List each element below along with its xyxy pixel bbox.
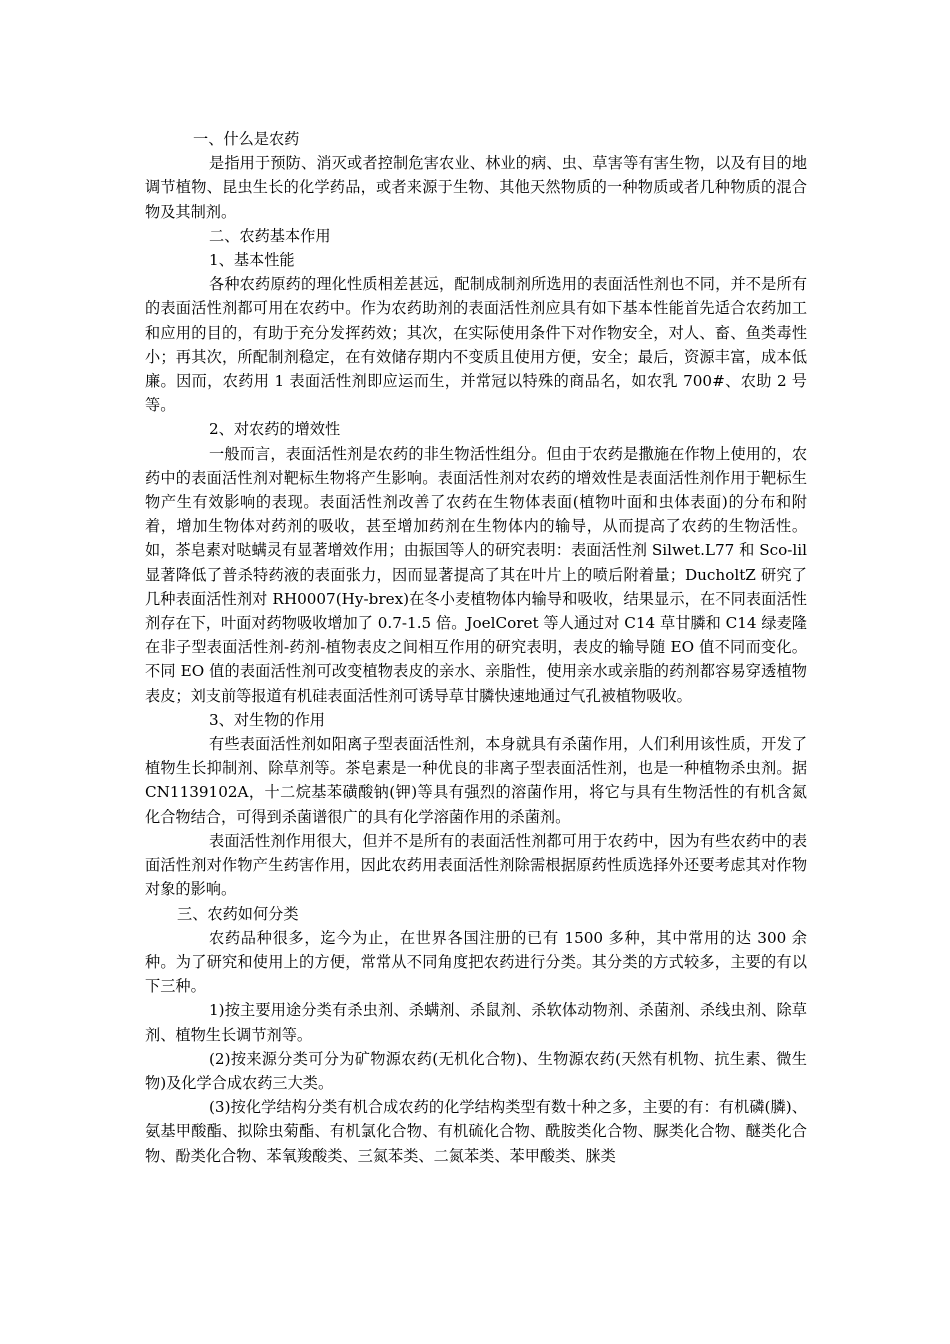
document-page	[145, 127, 807, 1168]
subheading-effect-on-organisms: 3、对生物的作用	[209, 710, 325, 729]
paragraph-surfactant-considerations: 表面活性剂作用很大，但并不是所有的表面活性剂都可用于农药中，因为有些农药中的表面活性剂对作物产生药害作用，因此农药用表面活性剂除需根据原药性质选择外还要考虑其对作物对象的影响。	[145, 831, 807, 899]
paragraph-classification-intro: 农药品种很多，迄今为止，在世界各国注册的已有 1500 多种，其中常用的达 300 余种。为了研究和使用上的方便，常常从不同角度把农药进行分类。其分类的方式较多，主要的有以下三种。	[145, 928, 807, 996]
section-heading-what-is-pesticide: 一、什么是农药	[193, 130, 300, 148]
paragraph-basic-properties: 各种农药原药的理化性质相差甚远，配制成制剂所选用的表面活性剂也不同，并不是所有的表面活性剂都可用在农药中。作为农药助剂的表面活性剂应具有如下基本性能首先适合农药加工和应用的目的，有助于充分发挥药效；其次，在实际使用条件下对作物安全，对人、畜、鱼类毒性小；再其次，所配制剂稳定，在有效储存期内不变质且使用方便，安全；最后，资源丰富，成本低廉。因而，农药用 1 表面活性剂即应运而生，并常冠以特殊的商品名，如农乳 700#、农助 2 号等。	[145, 275, 807, 415]
paragraph-synergy: 一般而言，表面活性剂是农药的非生物活性组分。但由于农药是撒施在作物上使用的，农药中的表面活性剂对靶标生物将产生影响。表面活性剂对农药的增效性是表面活性剂作用于靶标生物产生有效影响的表现。表面活性剂改善了农药在生物体表面(植物叶面和虫体表面)的分布和附着，增加生物体对药剂的吸收，甚至增加药剂在生物体内的输导，从而提高了农药的生物活性。如，茶皂素对哒螨灵有显著增效作用；由振国等人的研究表明：表面活性剂 Silwet.L77 和 Sco-lil 显著降低了普杀特药液的表面张力，因而显著提高了其在叶片上的喷后附着量；DucholtZ 研究了几种表面活性剂对 RH0007(Hy-brex)在冬小麦植物体内输导和吸收，结果显示，在不同表面活性剂存在下，叶面对药物吸收增加了 0.7-1.5 倍。JoelCoret 等人通过对 C14 草甘膦和 C14 绿麦隆在非子型表面活性剂-药剂-植物表皮之间相互作用的研究表明，表皮的输导随 EO 值不同而变化。不同 EO 值的表面活性剂可改变植物表皮的亲水、亲脂性，使用亲水或亲脂的药剂都容易穿透植物表皮；刘支前等报道有机硅表面活性剂可诱导草甘膦快速地通过气孔被植物吸收。	[145, 444, 807, 705]
subheading-synergy: 2、对农药的增效性	[209, 420, 341, 439]
list-item-by-structure: (3)按化学结构分类有机合成农药的化学结构类型有数十种之多，主要的有：有机磷(膦)、氨基甲酸酯、拟除虫菊酯、有机氯化合物、有机硫化合物、酰胺类化合物、脲类化合物、醚类化合物、酚类化合物、苯氧羧酸类、三氮苯类、二氮苯类、苯甲酸类、脒类	[145, 1098, 807, 1165]
section-heading-classification: 三、农药如何分类	[177, 904, 299, 923]
list-item-by-use: 1)按主要用途分类有杀虫剂、杀螨剂、杀鼠剂、杀软体动物剂、杀菌剂、杀线虫剂、除草剂、植物生长调节剂等。	[145, 1001, 807, 1044]
paragraph-definition: 是指用于预防、消灭或者控制危害农业、林业的病、虫、草害等有害生物，以及有目的地调节植物、昆虫生长的化学药品，或者来源于生物、其他天然物质的一种物质或者几种物质的混合物及其制剂。	[145, 154, 807, 221]
subheading-basic-properties: 1、基本性能	[209, 251, 295, 270]
section-heading-basic-functions: 二、农药基本作用	[209, 226, 331, 245]
paragraph-effect-on-organisms: 有些表面活性剂如阳离子型表面活性剂，本身就具有杀菌作用，人们利用该性质，开发了植物生长抑制剂、除草剂等。茶皂素是一种优良的非离子型表面活性剂，也是一种植物杀虫剂。据 CN1139102A，十二烷基苯磺酸钠(钾)等具有强烈的溶菌作用，将它与具有生物活性的有机含氮化合物结合，可得到杀菌谱很广的具有化学溶菌作用的杀菌剂。	[145, 735, 807, 826]
list-item-by-source: (2)按来源分类可分为矿物源农药(无机化合物)、生物源农药(天然有机物、抗生素、微生物)及化学合成农药三大类。	[145, 1049, 807, 1092]
